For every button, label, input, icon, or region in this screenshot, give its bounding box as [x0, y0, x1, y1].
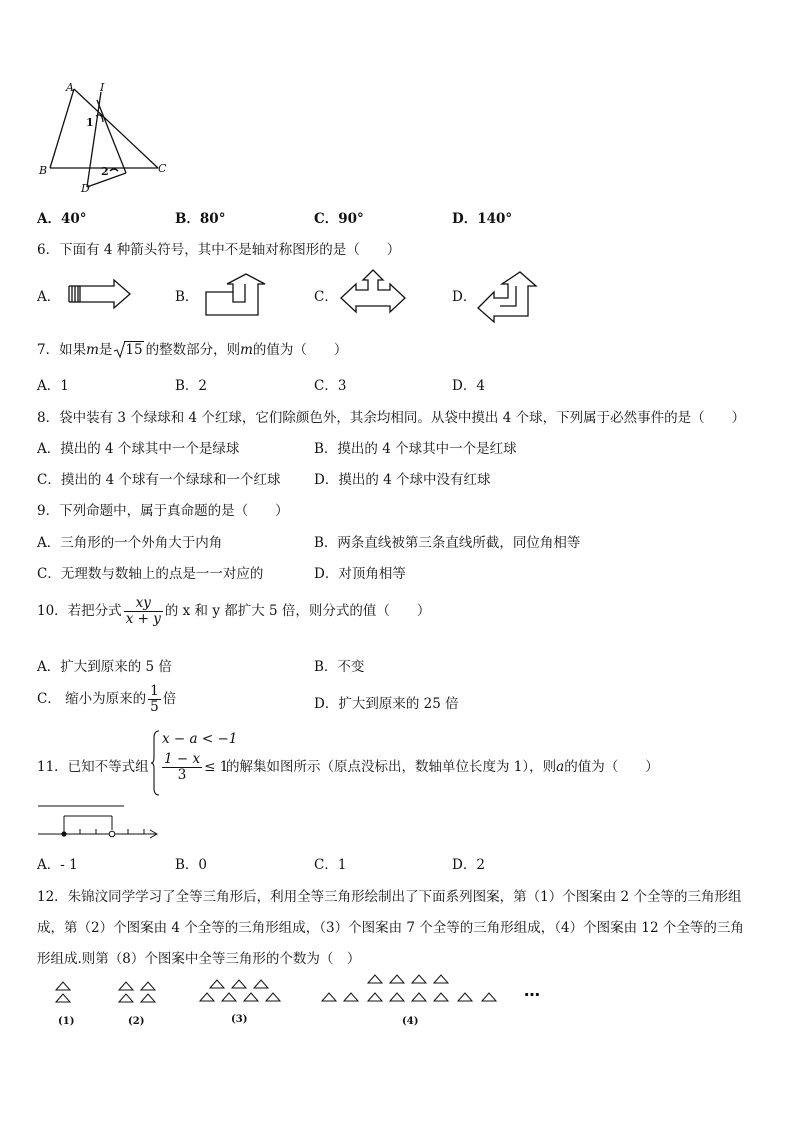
- q7-option-c[interactable]: C．3: [314, 378, 347, 394]
- q7-var-m2: m: [240, 342, 253, 358]
- q10-fraction: [124, 596, 163, 627]
- label-I: I: [100, 81, 105, 94]
- q8-option-c[interactable]: C．摸出的 4 个球有一个绿球和一个红球: [37, 472, 281, 488]
- q9-option-a[interactable]: A．三角形的一个外角大于内角: [37, 535, 223, 551]
- pattern-label-3: (3): [231, 1014, 248, 1025]
- q10-post: 的 x 和 y 都扩大 5 倍，则分式的值（ ）: [164, 603, 431, 619]
- q11-ineq1: x − a < −1: [162, 731, 238, 747]
- q12-line3: 形组成.则第（8）个图案中全等三角形的个数为（ ）: [37, 951, 361, 967]
- q10-optc-fraction: [148, 684, 161, 715]
- pattern-label-2: (2): [128, 1016, 145, 1027]
- q11-var-a: a: [556, 759, 565, 775]
- q5-geometry-figure: [30, 80, 180, 200]
- q11-ineq2-rel: ≤ 1: [204, 759, 229, 775]
- q6-option-a-label[interactable]: A．: [37, 289, 61, 305]
- q7-post: 的值为（ ）: [252, 342, 348, 358]
- q10-optc-pre: C． 缩小为原来的: [37, 691, 147, 707]
- q7-mid1: 是: [98, 342, 113, 358]
- ellipsis: …: [524, 981, 540, 1000]
- q6-option-b-label[interactable]: B．: [175, 289, 199, 305]
- q11-option-a[interactable]: A．- 1: [37, 857, 78, 873]
- q10-frac-den: x + y: [125, 611, 161, 627]
- q9-stem: 9．下列命题中，属于真命题的是（ ）: [37, 503, 289, 519]
- q7-radicand: 15: [125, 342, 143, 358]
- q8-option-b[interactable]: B．摸出的 4 个球其中一个是红球: [314, 441, 517, 457]
- q10-option-b[interactable]: B．不变: [314, 659, 365, 675]
- q11-post-end: 的值为（ ）: [564, 759, 659, 775]
- q9-option-b[interactable]: B．两条直线被第三条直线所截，同位角相等: [314, 535, 581, 551]
- q9-option-d[interactable]: D．对顶角相等: [314, 566, 406, 582]
- q11-post: [226, 755, 659, 775]
- pattern-label-4: (4): [402, 1016, 419, 1027]
- q10-optc-post: 倍: [162, 691, 177, 707]
- q9-option-c[interactable]: C．无理数与数轴上的点是一一对应的: [37, 566, 264, 582]
- q8-option-a[interactable]: A．摸出的 4 个球其中一个是绿球: [37, 441, 240, 457]
- q7-option-d[interactable]: D．4: [452, 378, 485, 394]
- q8-option-d[interactable]: D．摸出的 4 个球中没有红球: [314, 472, 491, 488]
- label-D: D: [81, 182, 90, 195]
- q10-pre: 10．若把分式: [37, 603, 122, 619]
- label-2: 2: [101, 165, 109, 178]
- q7-var-m: m: [86, 342, 99, 358]
- q11-brace: [150, 730, 160, 796]
- q12-line1: 12．朱锦汶同学学习了全等三角形后，利用全等三角形绘制出了下面系列图案，第（1）个图案由 2 个全等的三角形组: [37, 889, 742, 905]
- q6-option-c-label[interactable]: C．: [314, 289, 338, 305]
- q11-ineq2: [160, 752, 228, 783]
- q11-option-b[interactable]: B．0: [175, 857, 208, 873]
- q10-stem: [37, 596, 430, 627]
- q10-optc-den: 5: [150, 699, 159, 715]
- q5-option-b[interactable]: B．80°: [175, 211, 226, 227]
- pattern-label-1: (1): [58, 1016, 75, 1027]
- q11-ineq2-num: 1 − x: [164, 751, 201, 767]
- q7-mid2: 的整数部分，则: [145, 342, 241, 358]
- q11-ineq2-fraction: [162, 752, 202, 783]
- number-line-figure: [36, 800, 162, 842]
- sqrt-symbol: [114, 342, 143, 358]
- q6-stem: 6．下面有 4 种箭头符号，其中不是轴对称图形的是（ ）: [37, 242, 401, 258]
- q11-pre: 11．已知不等式组: [37, 759, 149, 775]
- q8-stem: 8．袋中装有 3 个绿球和 4 个红球，它们除颜色外，其余均相同。从袋中摸出 4 个球，下列属于必然事件的是（ ）: [37, 410, 746, 426]
- label-B: B: [39, 164, 48, 177]
- q10-option-d[interactable]: D．扩大到原来的 25 倍: [314, 696, 459, 712]
- q10-frac-num: xy: [124, 596, 163, 612]
- label-C: C: [158, 162, 167, 175]
- q10-option-c[interactable]: [37, 684, 176, 715]
- q11-post-pre: 的解集如图所示（原点没标出，数轴单位长度为 1），则: [226, 759, 557, 775]
- bent-arrow-up-icon: [203, 272, 269, 318]
- arrow-right-icon: [66, 278, 134, 310]
- q7-pre: 7．如果: [37, 342, 87, 358]
- q10-option-a[interactable]: A．扩大到原来的 5 倍: [37, 659, 172, 675]
- three-way-arrow-icon: [338, 268, 408, 322]
- q10-optc-num: 1: [150, 683, 159, 699]
- q7-option-b[interactable]: B．2: [175, 378, 208, 394]
- q5-option-c[interactable]: C．90°: [314, 211, 364, 227]
- q6-option-d-label[interactable]: D．: [452, 289, 477, 305]
- q12-line2: 成，第（2）个图案由 4 个全等的三角形组成，（3）个图案由 7 个全等的三角形组成，（4）个图案由 12 个全等的三角: [37, 920, 744, 936]
- q11-option-d[interactable]: D．2: [452, 857, 485, 873]
- skew-bent-arrow-icon: [476, 270, 540, 324]
- q11-ineq2-den: 3: [177, 767, 187, 783]
- q11-option-c[interactable]: C．1: [314, 857, 347, 873]
- q5-option-d[interactable]: D．140°: [452, 211, 513, 227]
- label-A: A: [66, 81, 74, 94]
- label-1: 1: [86, 116, 94, 129]
- triangle-pattern-figure: [50, 968, 550, 1038]
- q5-option-a[interactable]: A．40°: [37, 211, 87, 227]
- q7-stem: [37, 338, 347, 358]
- q7-option-a[interactable]: A．1: [37, 378, 69, 394]
